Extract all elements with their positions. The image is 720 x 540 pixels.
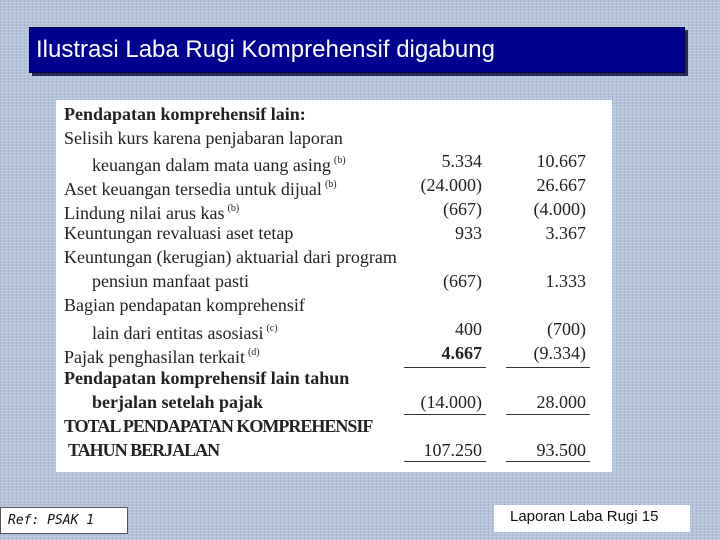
value-current: (667) (443, 271, 482, 291)
value-prior: 93.500 (536, 440, 586, 460)
footer-label: Laporan Laba Rugi 15 (510, 508, 659, 525)
note-ref: (b) (333, 155, 346, 166)
value-current: 5.334 (441, 151, 482, 171)
slide-title: Ilustrasi Laba Rugi Komprehensif digabung (36, 36, 495, 63)
row-label: TAHUN BERJALAN (68, 440, 220, 460)
row-label-text: lain dari entitas asosiasi (92, 323, 264, 343)
subtotal-rule (506, 367, 590, 368)
value-current: (24.000) (420, 175, 482, 195)
value-current: (667) (443, 199, 482, 219)
row-label (64, 341, 260, 365)
value-prior: 26.667 (536, 175, 586, 195)
row-label-text: Pajak penghasilan terkait (64, 347, 245, 367)
row-label-text: keuangan dalam mata uang asing (92, 155, 331, 175)
row-label (92, 317, 278, 341)
value-current: 107.250 (423, 440, 482, 460)
note-ref: (b) (324, 179, 337, 190)
row-label: Pendapatan komprehensif lain tahun (64, 368, 350, 388)
row-label: berjalan setelah pajak (92, 392, 263, 412)
row-label-text: Aset keuangan tersedia untuk dijual (64, 179, 322, 199)
slide-title-bar (29, 27, 685, 73)
value-prior: 1.333 (545, 271, 586, 291)
value-prior: 28.000 (536, 392, 586, 412)
financial-statement-excerpt (56, 100, 612, 472)
row-label: Selisih kurs karena penjabaran laporan (64, 128, 343, 148)
note-ref: (c) (266, 323, 278, 334)
reference-label: Ref: PSAK 1 (8, 513, 95, 528)
total-rule (404, 461, 486, 462)
value-current: (14.000) (420, 392, 482, 412)
row-label: Keuntungan revaluasi aset tetap (64, 223, 294, 243)
row-label: Keuntungan (kerugian) aktuarial dari program (64, 247, 397, 267)
reference-box (0, 507, 128, 534)
subtotal-rule (404, 367, 486, 368)
row-label: TOTAL PENDAPATAN KOMPREHENSIF (64, 416, 373, 436)
row-label-text: Lindung nilai arus kas (64, 203, 225, 223)
value-prior: 3.367 (545, 223, 586, 243)
subtotal-rule (506, 414, 590, 415)
footer-box (494, 505, 690, 532)
value-prior: 10.667 (536, 151, 586, 171)
value-prior: (4.000) (533, 199, 586, 219)
value-prior: (700) (547, 319, 586, 339)
row-label: Bagian pendapatan komprehensif (64, 295, 305, 315)
note-ref: (b) (227, 203, 240, 214)
note-ref: (d) (247, 347, 260, 358)
statement-heading: Pendapatan komprehensif lain: (64, 104, 306, 124)
row-label: pensiun manfaat pasti (92, 271, 249, 291)
subtotal-rule (404, 414, 486, 415)
value-current: 400 (455, 319, 482, 339)
row-label (92, 149, 346, 173)
value-current: 933 (455, 223, 482, 243)
value-prior: (9.334) (533, 343, 586, 363)
row-label (64, 173, 337, 197)
value-current: 4.667 (441, 343, 482, 363)
row-label (64, 197, 239, 221)
total-rule (506, 461, 590, 462)
